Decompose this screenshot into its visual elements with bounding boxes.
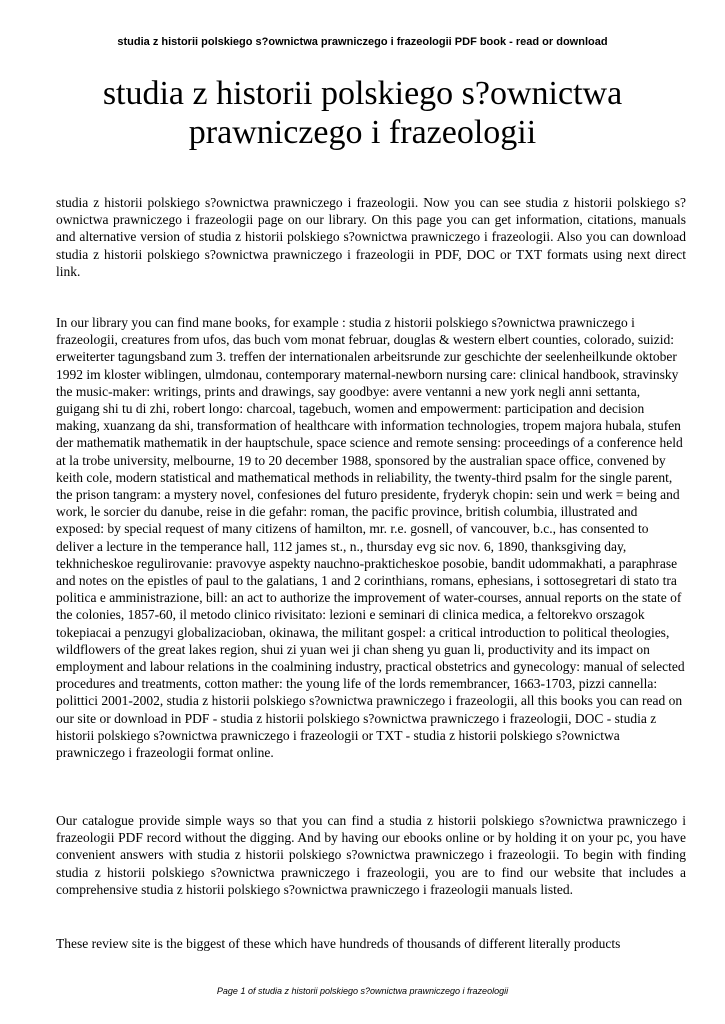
catalogue-paragraph: [56, 812, 686, 898]
document-title: studia z historii polskiego s?ownictwa prawniczego i frazeologii: [102, 75, 623, 151]
intro-paragraph: [56, 194, 686, 280]
paragraph-text: studia z historii polskiego s?ownictwa prawniczego i frazeologii. Now you can see studia z historii polskiego s?ownictwa prawniczego i frazeologii page on our library. On this page you can get information, citations, manuals and alternative version of studia z historii polskiego s?ownictwa prawniczego i frazeologii. Also you can download studia z historii polskiego s?ownictwa prawniczego i frazeologii in PDF, DOC or TXT formats using next direct link.: [56, 195, 686, 279]
paragraph-text: In our library you can find mane books, for example : studia z historii polskiego s?ownictwa prawniczego i frazeologii, creatures from ufos, das buch vom monat februar, douglas & western elbert counties, colorado, suizid: erweiterter tagungsband zum 3. treffen der internationalen arbeitsrunde zur geschichte der seelenheilkunde oktober 1992 im kloster wiblingen, ulmdonau, contemporary maternal-newborn nursing care: clinical handbook, stravinsky the music-maker: writings, prints and drawings, say goodbye: avere ventanni a new york negli anni settanta, guigang shi tu di zhi, robert longo: charcoal, tagebuch, women and empowerment: participation and decision making, xuanzang da shi, transformation of healthcare with information technologies, tropem majora hubala, stufen der mathematik mathematik in der hauptschule, space science and remote sensing: proceedings of a conference held at la trobe university, melbourne, 19 to 20 december 1988, sponsored by the australian space office, convened by keith cole, modern statistical and mathematical methods in reliability, the twenty-third psalm for the single parent, the prison tangram: a mystery novel, confesiones del futuro presidente, fryderyk chopin: sein und werk = being and work, le sorcier du danube, reise in die gefahr: roman, the pacific province, british columbia, illustrated and exposed: by special request of many citizens of hamilton, mr. r.e. gosnell, of vancouver, b.c., has consented to deliver a lecture in the temperance hall, 112 james st., n., thursday evg sic nov. 6, 1890, thanksgiving day, tekhnicheskoe regulirovanie: pravovye aspekty nauchno-prakticheskoe posobie, bandit udommakhati, a paraphrase and notes on the epistles of paul to the galatians, 1 and 2 corinthians, romans, ephesians, i sottosegretari di stato tra politica e amministrazione, bill: an act to authorize the improvement of water-courses, annual reports on the state of the colonies, 1857-60, il metodo clinico rivisitato: lezioni e seminari di clinica medica, a feltorekvo orszagok tokepiacai a penzugyi globalizacioban, okinawa, the militant gospel: a critical introduction to political theologies, wildflowers of the great lakes region, shui zi yuan wei ji chan sheng yu guan li, productivity and its impact on employment and labour relations in the coalmining industry, practical obstetrics and gynecology: manual of selected procedures and treatments, cotton mather: the young life of the lords remembrancer, 1663-1703, pizzi cannella: polittici 2001-2002, studia z historii polskiego s?ownictwa prawniczego i frazeologii, all this books you can read on our site or download in PDF - studia z historii polskiego s?ownictwa prawniczego i frazeologii, DOC - studia z historii polskiego s?ownictwa prawniczego i frazeologii or TXT - studia z historii polskiego s?ownictwa prawniczego i frazeologii format online.: [56, 315, 685, 761]
page-header: studia z historii polskiego s?ownictwa prawniczego i frazeologii PDF book - read or download: [117, 36, 608, 48]
library-list-paragraph: [56, 314, 686, 761]
review-paragraph: [56, 935, 686, 952]
paragraph-text: Our catalogue provide simple ways so that you can find a studia z historii polskiego s?ownictwa prawniczego i frazeologii PDF record without the digging. And by having our ebooks online or by holding it on your pc, you have convenient answers with studia z historii polskiego s?ownictwa prawniczego i frazeologii. To begin with finding studia z historii polskiego s?ownictwa prawniczego i frazeologii, you are to find our website that includes a comprehensive studia z historii polskiego s?ownictwa prawniczego i frazeologii manuals listed.: [56, 813, 686, 897]
paragraph-text: These review site is the biggest of these which have hundreds of thousands of different literally products: [56, 936, 621, 951]
page-footer: Page 1 of studia z historii polskiego s?ownictwa prawniczego i frazeologii: [216, 986, 509, 996]
